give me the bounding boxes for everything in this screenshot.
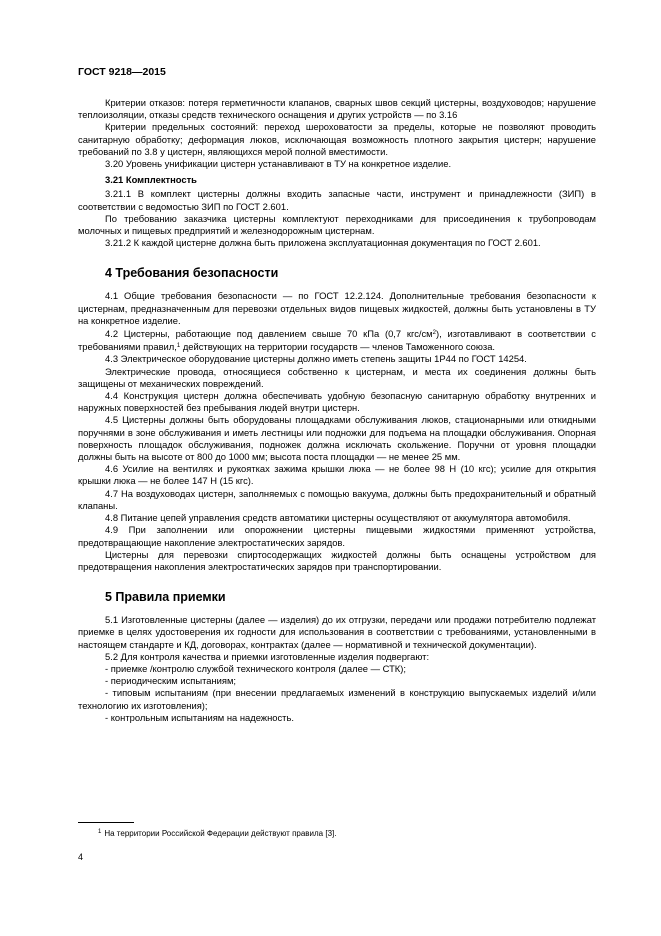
footnote-divider [78,822,134,823]
paragraph: По требованию заказчика цистерны комплектуют переходниками для присоединения к трубопроводам молочных и пищевых предприятий и железнодорожным цистернам. [78,212,596,237]
paragraph [78,327,596,353]
footnote [98,829,336,838]
paragraph: 4.3 Электрическое оборудование цистерны должно иметь степень защиты 1Р44 по ГОСТ 14254. [105,353,527,365]
footnote-mark: 1 [98,829,102,835]
page-number: 4 [78,852,84,862]
footnote-text: На территории Российской Федерации действуют правила [3]. [104,829,337,838]
section-heading: 5 Правила приемки [105,590,226,605]
paragraph: 3.21.1 В комплект цистерны должны входить запасные части, инструмент и принадлежности (ЗИП) в соответствии с ведомостью ЗИП по ГОСТ 2.601. [78,188,596,212]
page-body [78,97,596,724]
text-run: ), изготавливают в соответствии с требованиями правил, [78,328,596,353]
paragraph: 4.4 Конструкция цистерн должна обеспечивать удобную безопасную санитарную обработку внутренних и наружных поверхностей без пребывания людей внутри цистерн. [78,390,596,414]
paragraph: 4.6 Усилие на вентилях и рукоятках зажима крышки люка — не более 98 Н (10 кгс); усилие для открытия крышки люка — не более 147 Н (15 кгс). [78,463,596,487]
paragraph: Электрические провода, относящиеся собственно к цистернам, и места их соединения должны быть защищены от механических повреждений. [78,365,596,389]
paragraph: 3.20 Уровень унификации цистерн устанавливают в ТУ на конкретное изделие. [105,158,452,170]
paragraph: Цистерны для перевозки спиртосодержащих жидкостей должны быть оснащены устройством для предотвращения накопления электростатических зарядов при транспортировании. [78,548,596,572]
text-run: 4.2 Цистерны, работающие под давлением свыше 70 кПа (0,7 кгс/см [105,328,433,340]
paragraph: 5.1 Изготовленные цистерны (далее — изделия) до их отгрузки, передачи или продажи потребителю подлежат приемке в целях удостоверения их годности для использования в соответствии с требованиями, установленными в настоящем стандарте и КД, договорах, контрактах (далее — нормативной и технической документации). [78,614,596,650]
list-item: - типовым испытаниям (при внесении предлагаемых изменений в конструкцию выпускаемых изделий и/или технологию их изготовления); [78,687,596,711]
superscript: 2 [432,330,436,337]
text-run: действующих на территории государств — членов Таможенного союза. [180,341,496,353]
paragraph: Критерии отказов: потеря герметичности клапанов, сварных швов секций цистерны, воздуховодов; нарушение теплоизоляции, отказы средств технического оснащения и других устройств — по 3.16 [78,97,596,121]
paragraph: 5.2 Для контроля качества и приемки изготовленные изделия подвергают: [105,650,430,662]
list-item: - приемке /контролю службой технического контроля (далее — СТК); [105,662,406,674]
paragraph: 4.9 При заполнении или опорожнении цистерны пищевыми жидкостями применяют устройства, предотвращающие накопление электростатических зарядов. [78,524,596,548]
section-heading: 4 Требования безопасности [105,266,279,281]
paragraph: 4.5 Цистерны должны быть оборудованы площадками обслуживания люков, стационарными или откидными поручнями в зоне обслуживания и иметь лестницы или подножки для подъема на площадки обслуживания. Опорная поверхность площадок обслуживания, подножек должна исключать скольжение. Поручни от уровня площадки должны быть на высоте от 800 до 1000 мм; высота поста площадки — не менее 25 мм. [78,414,596,463]
paragraph: 4.8 Питание цепей управления средств автоматики цистерны осуществляют от аккумулятора автомобиля. [105,512,571,524]
footnote-reference[interactable]: 1 [176,343,181,350]
paragraph: Критерии предельных состояний: переход шероховатости за пределы, которые не позволяют проводить санитарную обработку; деформация люков, исключающая возможность плотного закрытия цистерн; нарушение требований по 3.8 у цистерн, являющихся мерой полной вместимости. [78,121,596,157]
paragraph: 4.7 На воздуховодах цистерн, заполняемых с помощью вакуума, должны быть предохранительный и обратный клапаны. [78,487,596,511]
paragraph: 3.21.2 К каждой цистерне должна быть приложена эксплуатационная документация по ГОСТ 2.601. [105,237,541,249]
list-item: - периодическим испытаниям; [105,675,237,687]
subsection-heading: 3.21 Комплектность [105,174,197,186]
list-item: - контрольным испытаниям на надежность. [105,711,294,723]
document-header: ГОСТ 9218—2015 [78,66,166,78]
paragraph: 4.1 Общие требования безопасности — по ГОСТ 12.2.124. Дополнительные требования безопасности к цистернам, предназначенным для перевозки отдельных видов пищевых жидкостей, должны быть установлены в ТУ на конкретное изделие. [78,290,596,326]
